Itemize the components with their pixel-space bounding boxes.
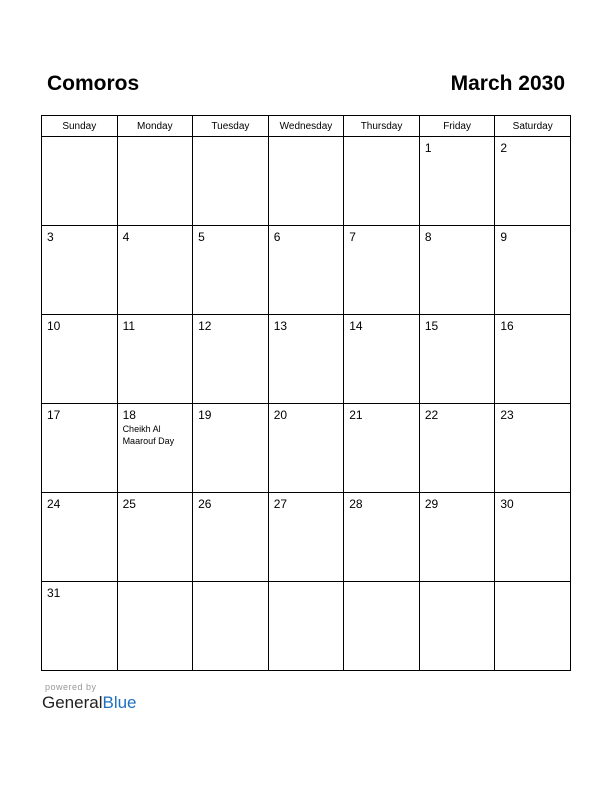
empty-day-cell [495, 582, 571, 671]
day-cell [42, 582, 118, 671]
day-number: 21 [349, 408, 363, 422]
week-row [42, 493, 571, 582]
week-row [42, 315, 571, 404]
day-cell [117, 315, 193, 404]
day-cell [495, 226, 571, 315]
day-cell [419, 315, 495, 404]
day-number: 25 [122, 497, 136, 511]
day-cell [344, 404, 420, 493]
week-row [42, 404, 571, 493]
logo-blue-text: Blue [102, 693, 137, 712]
empty-day-cell [117, 582, 193, 671]
country-title: Comoros [47, 72, 140, 95]
day-number: 30 [500, 497, 514, 511]
day-number: 20 [273, 408, 288, 422]
week-row [42, 226, 571, 315]
day-cell [268, 404, 344, 493]
weekday-friday: Friday [419, 116, 495, 137]
day-cell [495, 137, 571, 226]
empty-day-cell [193, 137, 269, 226]
empty-day-cell [42, 137, 118, 226]
day-cell [419, 493, 495, 582]
weekday-thursday: Thursday [344, 116, 420, 137]
holiday-label [118, 422, 193, 447]
day-number: 11 [122, 319, 136, 333]
day-cell [495, 493, 571, 582]
day-number: 2 [500, 141, 508, 155]
day-number: 13 [273, 319, 288, 333]
weekday-monday: Monday [117, 116, 193, 137]
weekday-sunday: Sunday [42, 116, 118, 137]
day-cell [42, 404, 118, 493]
week-row [42, 582, 571, 671]
day-number: 6 [273, 230, 281, 244]
day-number: 8 [424, 230, 432, 244]
day-number: 4 [122, 230, 130, 244]
day-number: 17 [47, 408, 61, 422]
day-number: 19 [198, 408, 212, 422]
day-number: 15 [424, 319, 439, 333]
day-cell [268, 493, 344, 582]
empty-day-cell [419, 582, 495, 671]
day-cell [495, 315, 571, 404]
day-cell [117, 404, 193, 493]
empty-day-cell [344, 137, 420, 226]
day-number: 7 [349, 230, 356, 244]
day-number: 29 [424, 497, 439, 511]
day-cell [42, 315, 118, 404]
holiday-label-line: Maarouf Day [122, 436, 175, 446]
day-number: 3 [47, 230, 54, 244]
generalblue-logo[interactable] [42, 693, 137, 713]
day-number: 28 [349, 497, 363, 511]
day-cell [42, 226, 118, 315]
day-number: 14 [349, 319, 363, 333]
weekday-wednesday: Wednesday [268, 116, 344, 137]
day-cell [193, 315, 269, 404]
day-cell [419, 226, 495, 315]
powered-by-text: powered by [45, 682, 97, 692]
day-number: 24 [47, 497, 61, 511]
day-cell [419, 137, 495, 226]
empty-day-cell [117, 137, 193, 226]
day-number: 16 [500, 319, 514, 333]
day-cell [495, 404, 571, 493]
day-cell [344, 226, 420, 315]
empty-day-cell [344, 582, 420, 671]
day-cell [344, 493, 420, 582]
weekday-header-row [42, 116, 571, 137]
day-cell [268, 315, 344, 404]
empty-day-cell [268, 582, 344, 671]
day-cell [344, 315, 420, 404]
day-cell [42, 493, 118, 582]
empty-day-cell [193, 582, 269, 671]
day-number: 23 [500, 408, 514, 422]
day-cell [193, 493, 269, 582]
logo-general-text: General [42, 693, 103, 712]
day-cell [117, 226, 193, 315]
day-number: 1 [424, 141, 432, 155]
calendar-grid [41, 115, 571, 671]
month-year-title: March 2030 [450, 72, 565, 95]
empty-day-cell [268, 137, 344, 226]
day-number: 5 [198, 230, 205, 244]
day-number: 12 [198, 319, 212, 333]
day-cell [193, 226, 269, 315]
day-number: 9 [500, 230, 508, 244]
day-cell [268, 226, 344, 315]
holiday-label-line: Cheikh Al [122, 424, 161, 434]
day-number: 26 [198, 497, 212, 511]
day-number: 10 [47, 319, 61, 333]
day-number: 31 [47, 586, 61, 600]
day-number: 27 [273, 497, 288, 511]
week-row [42, 137, 571, 226]
day-number: 22 [424, 408, 439, 422]
weekday-saturday: Saturday [495, 116, 571, 137]
day-number: 18 [122, 408, 136, 422]
day-cell [419, 404, 495, 493]
weekday-tuesday: Tuesday [193, 116, 269, 137]
day-cell [193, 404, 269, 493]
day-cell [117, 493, 193, 582]
